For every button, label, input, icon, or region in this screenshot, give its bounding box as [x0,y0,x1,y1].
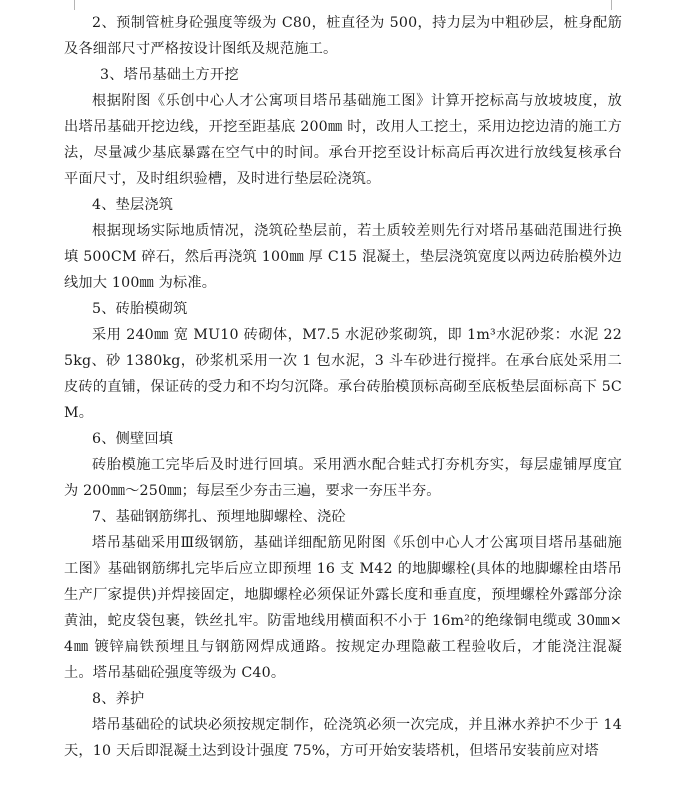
document-body [64,10,622,764]
paragraph-rebar-bolts: 塔吊基础采用Ⅲ级钢筋，基础详细配筋见附图《乐创中心人才公寓项目塔吊基础施工图》基础钢筋绑扎完毕后应立即预埋 16 支 M42 的地脚螺栓(具体的地脚螺栓由塔吊生产厂家提供)并焊接固定，地脚螺栓必须保证外露长度和垂直度，预埋螺栓外露部分涂黄油，蛇皮袋包裹，铁丝扎牢。防雷地线用横面积不小于 16m²的绝缘铜电缆或 30㎜×4㎜ 镀锌扁铁预埋且与钢筋网焊成通路。按规定办理隐蔽工程验收后，才能浇注混凝土。塔吊基础砼强度等级为 C40。 [64,535,622,681]
paragraph-backfill: 砖胎模施工完毕后及时进行回填。采用洒水配合蛙式打夯机夯实，每层虚铺厚度宜为 200㎜～250㎜；每层至少夯击三遍，要求一夯压半夯。 [64,457,622,499]
paragraph-cushion-pouring: 根据现场实际地质情况，浇筑砼垫层前，若土质较差则先行对塔吊基础范围进行换填 500CM 碎石，然后再浇筑 100㎜ 厚 C15 混凝土，垫层浇筑宽度以两边砖胎模外边线加大 100㎜ 为标准。 [64,223,622,291]
page-corner-mark-left [62,0,75,10]
heading-earthwork-excavation: 3、塔吊基础土方开挖 [100,67,239,83]
heading-rebar-bolts: 7、基础钢筋绑扎、预埋地脚螺栓、浇砼 [92,509,346,525]
paragraph-curing: 塔吊基础砼的试块必须按规定制作，砼浇筑必须一次完成，并且淋水养护不少于 14 天，10 天后即混凝土达到设计强度 75%，方可开始安装塔机，但塔吊安装前应对塔 [64,717,622,759]
heading-backfill: 6、侧壁回填 [92,431,174,447]
paragraph-brick-mold: 采用 240㎜ 宽 MU10 砖砌体，M7.5 水泥砂浆砌筑，即 1m³水泥砂浆：水泥 225kg、砂 1380kg，砂浆机采用一次 1 包水泥，3 斗车砂进行搅拌。在承台底处采用二皮砖的直铺，保证砖的受力和不均匀沉降。承台砖胎模顶标高砌至底板垫层面标高下 5CM。 [64,327,622,421]
page-corner-mark-right [611,0,624,10]
paragraph-earthwork-excavation: 根据附图《乐创中心人才公寓项目塔吊基础施工图》计算开挖标高与放坡坡度，放出塔吊基础开挖边线，开挖至距基底 200㎜ 时，改用人工挖土，采用边挖边清的施工方法，尽量减少基底暴露在空气中的时间。承台开挖至设计标高后再次进行放线复核承台平面尺寸，及时组织验槽，及时进行垫层砼浇筑。 [64,93,622,187]
heading-curing: 8、养护 [92,691,145,707]
heading-cushion-pouring: 4、垫层浇筑 [92,197,174,213]
paragraph-pile-concrete-grade: 2、预制管桩身砼强度等级为 C80，桩直径为 500，持力层为中粗砂层，桩身配筋及各细部尺寸严格按设计图纸及规范施工。 [64,15,622,57]
heading-brick-mold: 5、砖胎模砌筑 [92,301,188,317]
